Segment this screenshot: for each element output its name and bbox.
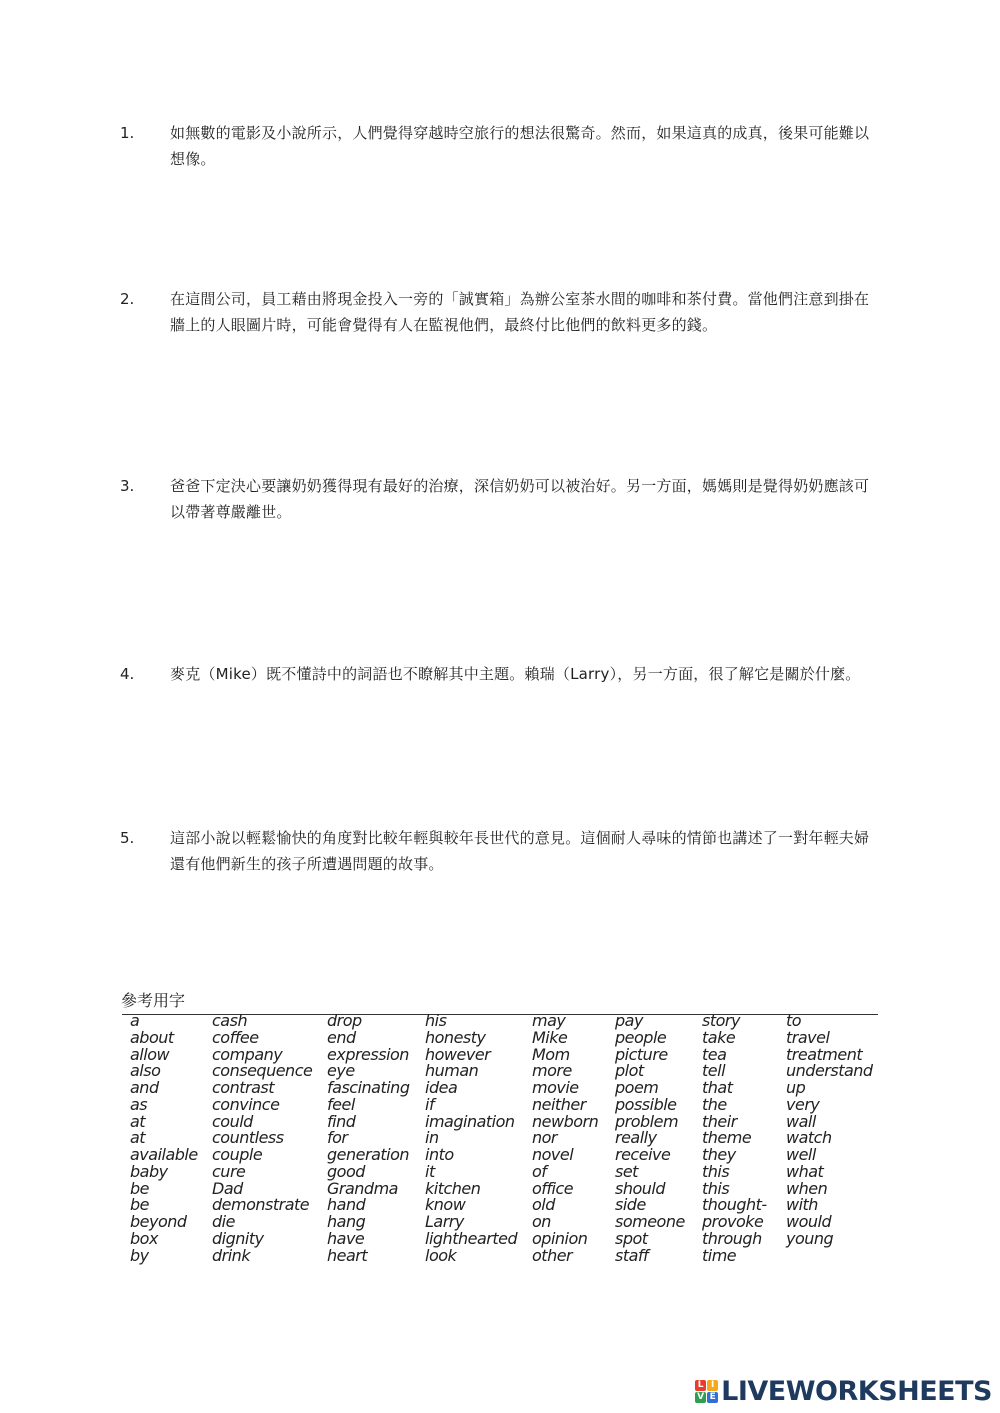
word-bank-word: through <box>702 1228 762 1248</box>
word-bank-word: to <box>786 1011 802 1030</box>
word-bank-word: eye <box>327 1061 355 1081</box>
word-bank-word: newborn <box>532 1111 599 1131</box>
liveworksheets-logo <box>695 1376 992 1407</box>
question-number: 5. <box>120 829 135 847</box>
word-bank-word: be <box>130 1178 149 1198</box>
logo-text: LIVEWORKSHEETS <box>721 1376 992 1407</box>
question-number: 2. <box>120 290 135 308</box>
word-bank-word: available <box>130 1145 198 1164</box>
word-bank-word: Grandma <box>327 1178 398 1198</box>
word-bank-word: tell <box>702 1061 726 1081</box>
word-bank-word: die <box>212 1212 235 1231</box>
word-bank-word: idea <box>425 1078 458 1097</box>
word-bank-column <box>786 1013 873 1248</box>
word-bank-word: when <box>786 1178 828 1198</box>
word-bank-word: drop <box>327 1011 362 1030</box>
word-bank-word: honesty <box>425 1027 486 1047</box>
word-bank-word: staff <box>615 1245 649 1265</box>
word-bank-word: lighthearted <box>425 1228 518 1248</box>
word-bank-word: story <box>702 1011 740 1030</box>
word-bank-word: it <box>425 1161 435 1181</box>
word-bank-word: if <box>425 1094 435 1114</box>
word-bank-word: also <box>130 1061 161 1081</box>
word-bank-word: by <box>130 1245 149 1265</box>
word-bank-word: pay <box>615 1011 643 1030</box>
word-bank-word: into <box>425 1145 454 1164</box>
word-bank-word: demonstrate <box>212 1195 310 1215</box>
word-bank-column <box>532 1013 598 1264</box>
word-bank-word: feel <box>327 1094 355 1114</box>
word-bank-word: well <box>786 1145 816 1164</box>
word-bank-word: generation <box>327 1145 410 1164</box>
question-number: 1. <box>120 124 135 142</box>
word-bank-word: know <box>425 1195 466 1215</box>
word-bank-word: cure <box>212 1161 246 1181</box>
word-bank-word: beyond <box>130 1212 187 1231</box>
word-bank-word: box <box>130 1228 158 1248</box>
word-bank-word: side <box>615 1195 646 1215</box>
word-bank-word: expression <box>327 1044 409 1064</box>
logo-tile: V <box>695 1392 706 1403</box>
word-bank-word: provoke <box>702 1212 764 1231</box>
word-bank-word: human <box>425 1061 479 1081</box>
word-bank-word: understand <box>786 1061 873 1081</box>
word-bank-word: baby <box>130 1161 168 1181</box>
question-text: 這部小說以輕鬆愉快的角度對比較年輕與較年長世代的意見。這個耐人尋味的情節也講述了一對年輕夫婦還有他們新生的孩子所遭遇問題的故事。 <box>170 829 870 873</box>
word-bank-word: wall <box>786 1111 816 1131</box>
word-bank-word: they <box>702 1145 736 1164</box>
word-bank-word: may <box>532 1011 566 1030</box>
word-bank-word: office <box>532 1178 574 1198</box>
word-bank-word: neither <box>532 1094 586 1114</box>
word-bank-word: Larry <box>425 1212 464 1231</box>
word-bank-word: very <box>786 1094 820 1114</box>
word-bank-word: nor <box>532 1128 558 1148</box>
word-bank-word: have <box>327 1228 365 1248</box>
word-bank-word: contrast <box>212 1078 274 1097</box>
word-bank-column <box>327 1013 409 1264</box>
word-bank-word: novel <box>532 1145 574 1164</box>
word-bank-word: opinion <box>532 1228 588 1248</box>
word-bank-word: problem <box>615 1111 679 1131</box>
word-bank-word: that <box>702 1078 733 1097</box>
word-bank-word: convince <box>212 1094 280 1114</box>
question-text: 麥克（Mike）既不懂詩中的詞語也不瞭解其中主題。賴瑞（Larry），另一方面，很了解它是關於什麼。 <box>170 665 861 683</box>
word-bank-word: allow <box>130 1044 170 1064</box>
word-bank-word: old <box>532 1195 555 1215</box>
word-bank-word: their <box>702 1111 737 1131</box>
word-bank-word: coffee <box>212 1027 259 1047</box>
word-bank-word: up <box>786 1078 806 1097</box>
logo-mark-icon <box>695 1380 718 1403</box>
word-bank-word: people <box>615 1027 667 1047</box>
word-bank-word: watch <box>786 1128 832 1148</box>
word-bank-word: dignity <box>212 1228 264 1248</box>
word-bank-word: as <box>130 1094 148 1114</box>
word-bank-word: with <box>786 1195 818 1215</box>
word-bank-word: picture <box>615 1044 668 1064</box>
word-bank-word: more <box>532 1061 572 1081</box>
word-bank-word: take <box>702 1027 736 1047</box>
word-bank-word: this <box>702 1161 730 1181</box>
word-bank-column <box>130 1013 198 1264</box>
word-bank-word: heart <box>327 1245 368 1265</box>
question-number: 4. <box>120 665 135 683</box>
word-bank-word: kitchen <box>425 1178 481 1198</box>
word-bank-word: should <box>615 1178 666 1198</box>
word-bank-word: at <box>130 1128 146 1148</box>
word-bank-word: this <box>702 1178 730 1198</box>
word-bank-word: look <box>425 1245 457 1265</box>
word-bank-word: tea <box>702 1044 727 1064</box>
word-bank-word: travel <box>786 1027 830 1047</box>
word-bank-word: drink <box>212 1245 251 1265</box>
question-number: 3. <box>120 477 135 495</box>
question-text: 在這間公司，員工藉由將現金投入一旁的「誠實箱」為辦公室茶水間的咖啡和茶付費。當他們注意到掛在牆上的人眼圖片時，可能會覺得有人在監視他們，最終付比他們的飲料更多的錢。 <box>170 290 870 334</box>
word-bank-word: young <box>786 1228 834 1248</box>
word-bank-word: receive <box>615 1145 671 1164</box>
word-bank-word: theme <box>702 1128 752 1148</box>
word-bank-word: at <box>130 1111 146 1131</box>
word-bank-word: on <box>532 1212 551 1231</box>
word-bank-word: set <box>615 1161 638 1181</box>
word-bank-word: of <box>532 1161 547 1181</box>
word-bank-word: Dad <box>212 1178 243 1198</box>
word-bank-word: fascinating <box>327 1078 410 1097</box>
word-bank-word: imagination <box>425 1111 515 1131</box>
word-bank-word: movie <box>532 1078 579 1097</box>
word-bank-column <box>615 1013 685 1264</box>
word-bank-word: good <box>327 1161 365 1181</box>
word-bank-word: couple <box>212 1145 263 1164</box>
word-bank-column <box>702 1013 767 1264</box>
word-bank-word: thought- <box>702 1195 767 1215</box>
word-bank-word: Mike <box>532 1027 568 1047</box>
word-bank-word: would <box>786 1212 832 1231</box>
word-bank-word: treatment <box>786 1044 863 1064</box>
logo-tile: L <box>695 1380 706 1391</box>
word-bank-word: end <box>327 1027 356 1047</box>
word-bank-word: someone <box>615 1212 685 1231</box>
word-bank-word: plot <box>615 1061 644 1081</box>
word-bank-word: could <box>212 1111 253 1131</box>
word-bank-word: and <box>130 1078 159 1097</box>
word-bank-word: spot <box>615 1228 648 1248</box>
word-bank-word: really <box>615 1128 657 1148</box>
word-bank-title: 參考用字 <box>121 991 186 1010</box>
word-bank-word: be <box>130 1195 149 1215</box>
word-bank-word: time <box>702 1245 737 1265</box>
word-bank-word: his <box>425 1011 447 1030</box>
word-bank-word: hand <box>327 1195 366 1215</box>
logo-tile: I <box>707 1380 718 1391</box>
word-bank-word: however <box>425 1044 491 1064</box>
word-bank-word: a <box>130 1011 140 1030</box>
word-bank-word: Mom <box>532 1044 570 1064</box>
question-text: 爸爸下定決心要讓奶奶獲得現有最好的治療，深信奶奶可以被治好。另一方面，媽媽則是覺得奶奶應該可以帶著尊嚴離世。 <box>170 477 870 521</box>
question-text: 如無數的電影及小說所示，人們覺得穿越時空旅行的想法很驚奇。然而，如果這真的成真，後果可能難以想像。 <box>170 124 870 168</box>
word-bank-column <box>212 1013 312 1264</box>
word-bank-word: other <box>532 1245 573 1265</box>
word-bank-word: poem <box>615 1078 659 1097</box>
logo-tile: E <box>707 1392 718 1403</box>
word-bank-word: find <box>327 1111 356 1131</box>
word-bank-word: hang <box>327 1212 366 1231</box>
word-bank-word: possible <box>615 1094 677 1114</box>
word-bank-word: for <box>327 1128 348 1148</box>
word-bank-word: cash <box>212 1011 248 1030</box>
word-bank-word: countless <box>212 1128 284 1148</box>
word-bank-word: about <box>130 1027 174 1047</box>
word-bank-column <box>425 1013 517 1264</box>
word-bank-word: consequence <box>212 1061 313 1081</box>
word-bank-word: company <box>212 1044 283 1064</box>
word-bank-word: what <box>786 1161 824 1181</box>
word-bank-word: the <box>702 1094 727 1114</box>
word-bank-word: in <box>425 1128 439 1148</box>
